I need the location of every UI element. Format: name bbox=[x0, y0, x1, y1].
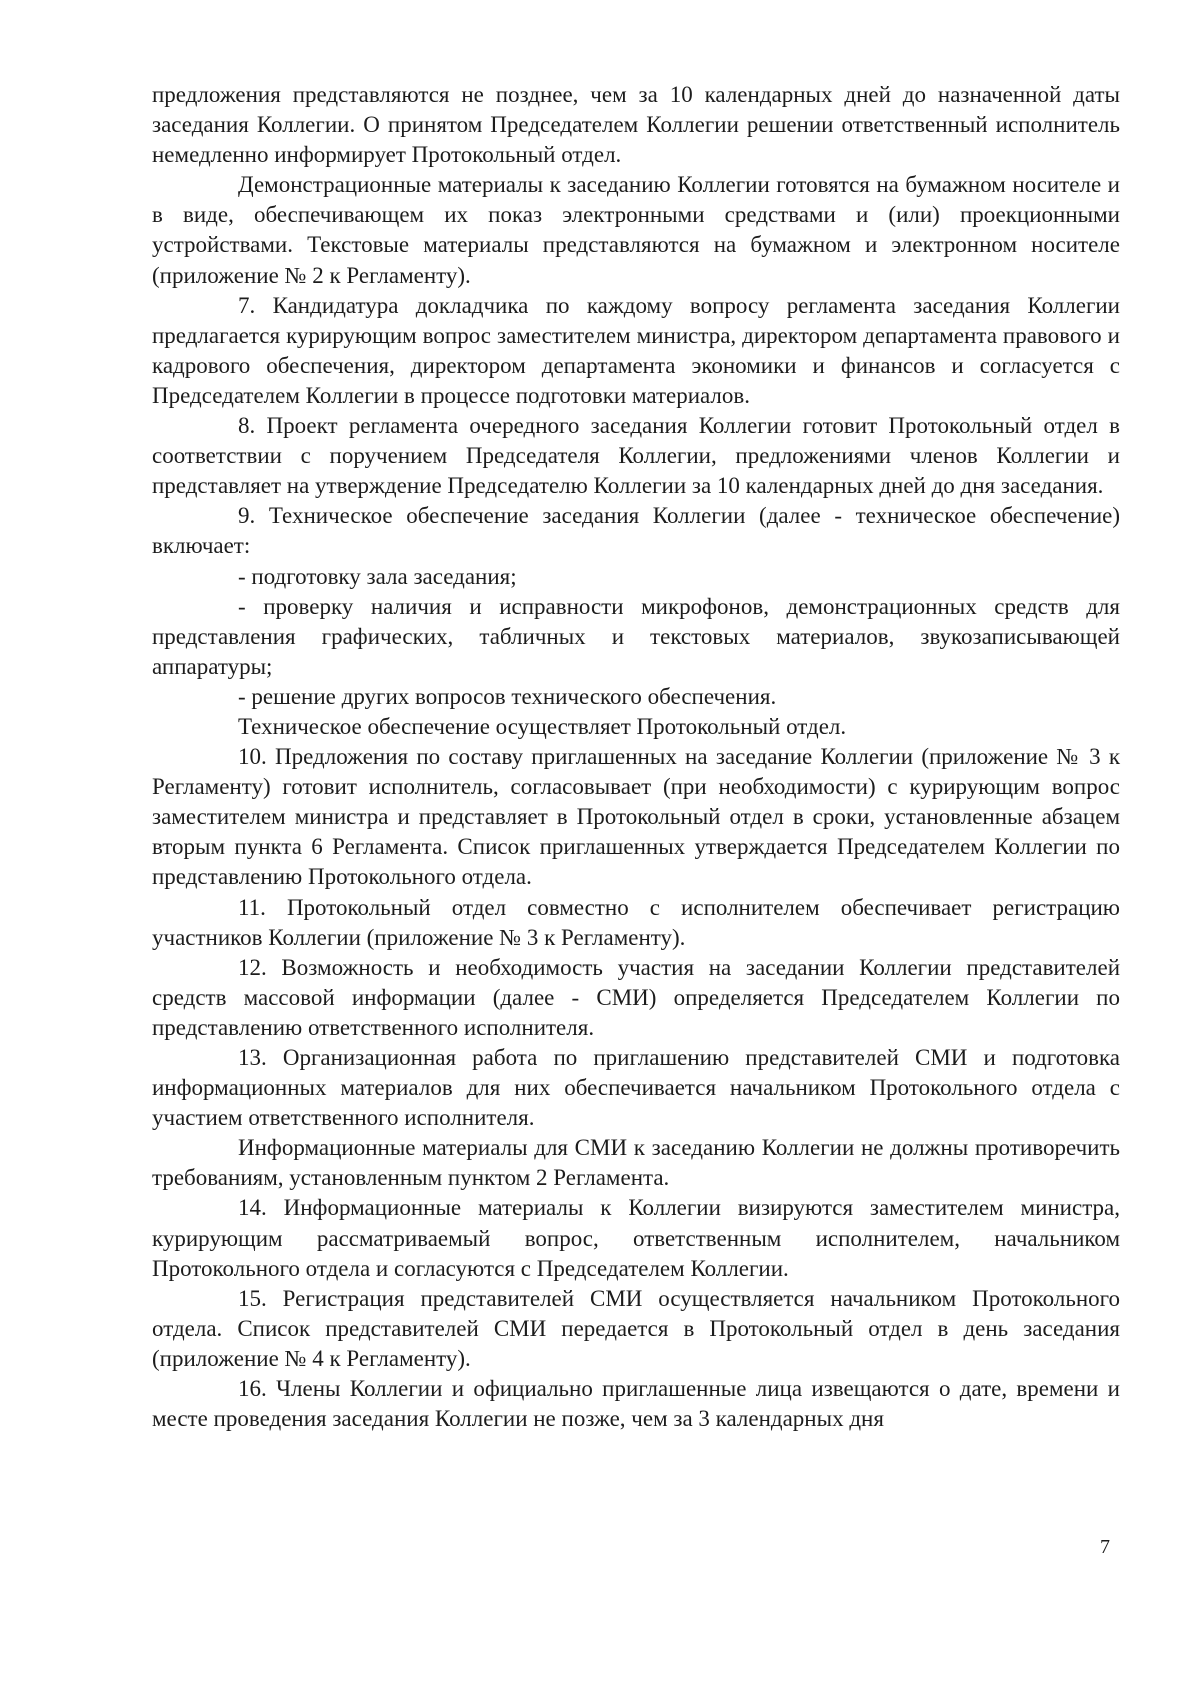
paragraph-technical-support: Техническое обеспечение осуществляет Протокольный отдел. bbox=[238, 713, 847, 739]
paragraph-item-10: 10. Предложения по составу приглашенных на заседание Коллегии (приложение № 3 к Регламенту) готовит исполнитель, согласовывает (при необходимости) с курирующим вопрос заместителем министра и представляет в Протокольный отдел в сроки, установленные абзацем вторым пункта 6 Регламента. Список приглашенных утверждается Председателем Коллегии по представлению Протокольного отдела. bbox=[152, 744, 1120, 890]
paragraph-item-14: 14. Информационные материалы к Коллегии визируются заместителем министра, курирующим рассматриваемый вопрос, ответственным исполнителем, начальником Протокольного отдела и согласуются с Председателем Коллегии. bbox=[152, 1195, 1120, 1281]
list-item-hall: - подготовку зала заседания; bbox=[238, 563, 517, 589]
paragraph-item-8: 8. Проект регламента очередного заседания Коллегии готовит Протокольный отдел в соответствии с поручением Председателя Коллегии, предложениями членов Коллегии и представляет на утверждение Председателю Коллегии за 10 календарных дней до дня заседания. bbox=[152, 413, 1120, 499]
paragraph-item-13: 13. Организационная работа по приглашению представителей СМИ и подготовка информационных материалов для них обеспечивается начальником Протокольного отдела с участием ответственного исполнителя. bbox=[152, 1045, 1120, 1131]
paragraph-item-12: 12. Возможность и необходимость участия на заседании Коллегии представителей средств массовой информации (далее - СМИ) определяется Председателем Коллегии по представлению ответственного исполнителя. bbox=[152, 954, 1120, 1040]
paragraph-item-7: 7. Кандидатура докладчика по каждому вопросу регламента заседания Коллегии предлагается курирующим вопрос заместителем министра, директором департамента правового и кадрового обеспечения, директором департамента экономики и финансов и согласуется с Председателем Коллегии в процессе подготовки материалов. bbox=[152, 292, 1120, 408]
document-page bbox=[152, 80, 1120, 1434]
paragraph-item-15: 15. Регистрация представителей СМИ осуществляется начальником Протокольного отдела. Список представителей СМИ передается в Протокольный отдел в день заседания (приложение № 4 к Регламенту). bbox=[152, 1285, 1120, 1371]
paragraph-item-9: 9. Техническое обеспечение заседания Коллегии (далее - техническое обеспечение) включает: bbox=[152, 503, 1120, 559]
paragraph-demo-materials: Демонстрационные материалы к заседанию Коллегии готовятся на бумажном носителе и в виде, обеспечивающем их показ электронными средствами и (или) проекционными устройствами. Текстовые материалы представляются на бумажном и электронном носителе (приложение № 2 к Регламенту). bbox=[152, 172, 1120, 288]
list-item-other: - решение других вопросов технического обеспечения. bbox=[238, 683, 777, 709]
list-item-equipment: - проверку наличия и исправности микрофонов, демонстрационных средств для представления графических, табличных и текстовых материалов, звукозаписывающей аппаратуры; bbox=[152, 593, 1120, 679]
paragraph-item-11: 11. Протокольный отдел совместно с исполнителем обеспечивает регистрацию участников Коллегии (приложение № 3 к Регламенту). bbox=[152, 894, 1120, 950]
page-number: 7 bbox=[1100, 1536, 1110, 1558]
paragraph-media-materials: Информационные материалы для СМИ к заседанию Коллегии не должны противоречить требованиям, установленным пунктом 2 Регламента. bbox=[152, 1135, 1120, 1191]
paragraph-item-16: 16. Члены Коллегии и официально приглашенные лица извещаются о дате, времени и месте проведения заседания Коллегии не позже, чем за 3 календарных дня bbox=[152, 1376, 1120, 1432]
paragraph-continuation: предложения представляются не позднее, чем за 10 календарных дней до назначенной даты заседания Коллегии. О принятом Председателем Коллегии решении ответственный исполнитель немедленно информирует Протокольный отдел. bbox=[152, 82, 1120, 168]
